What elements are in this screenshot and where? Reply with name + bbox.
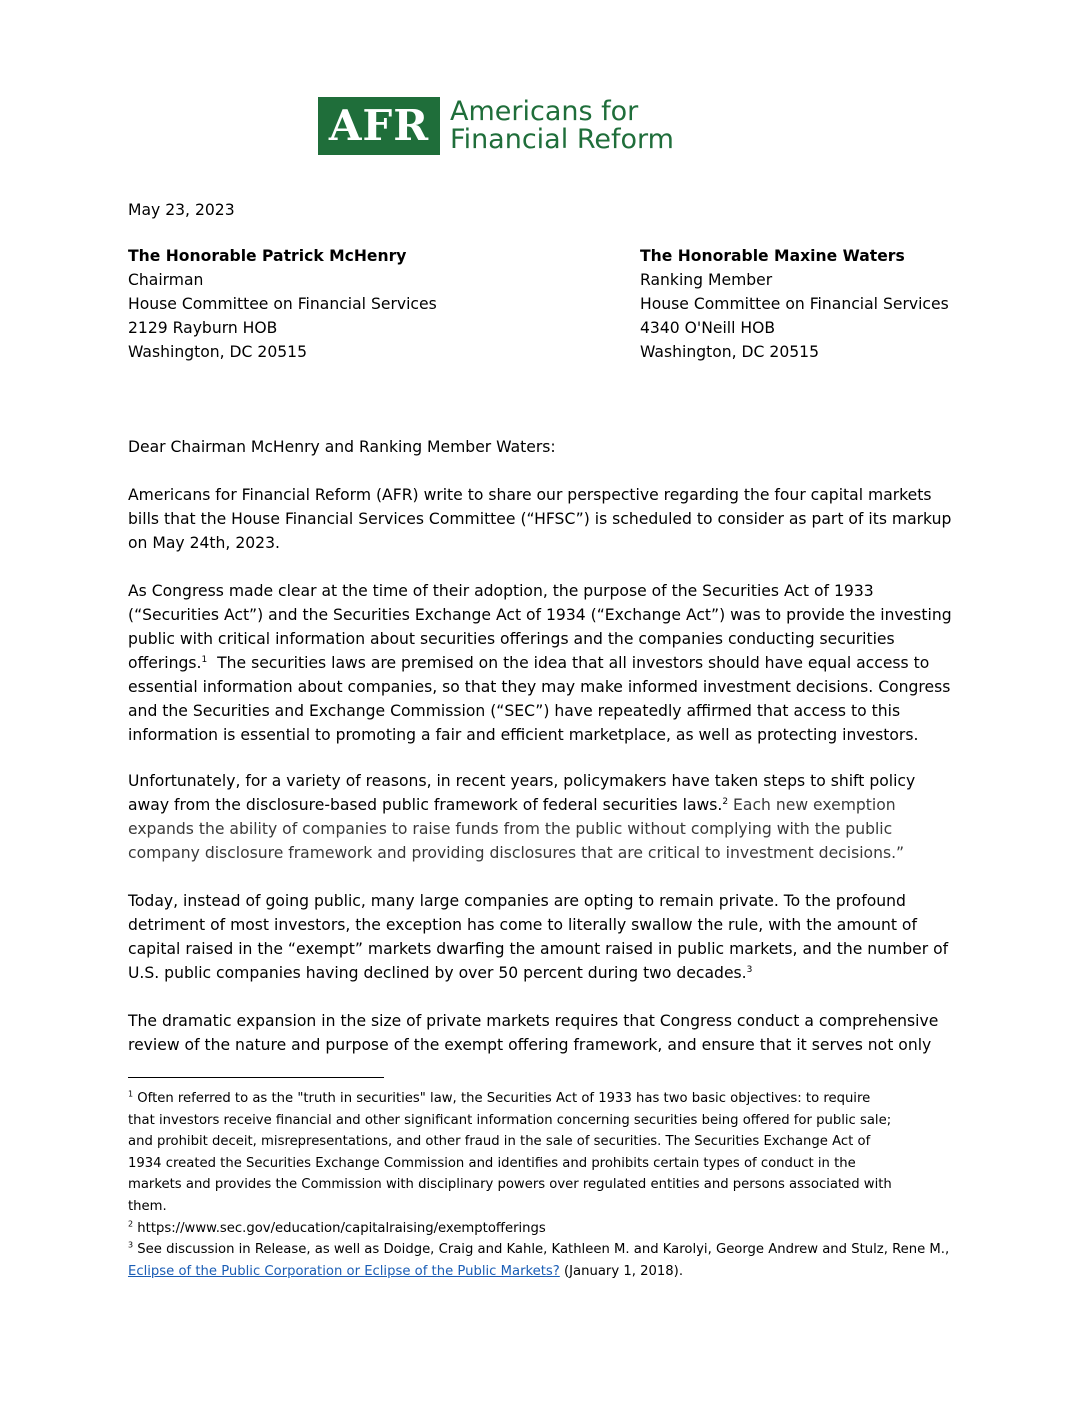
letter-date: May 23, 2023 bbox=[128, 201, 235, 219]
paragraph-line: As Congress made clear at the time of their adoption, the purpose of the Securities Act of 1933 bbox=[128, 582, 874, 600]
paragraph-text: U.S. public companies having declined by over 50 percent during two decades. bbox=[128, 964, 747, 982]
paragraph-3 bbox=[128, 769, 958, 865]
paragraph-line: public with critical information about securities offerings and the companies conducting securities bbox=[128, 630, 895, 648]
paragraph-text: away from the disclosure-based public framework of federal securities laws. bbox=[128, 796, 723, 814]
logo-line-1: Americans for bbox=[450, 96, 639, 127]
footnote-url: https://www.sec.gov/education/capitalraising/exemptofferings bbox=[133, 1220, 546, 1236]
recipient-right-committee: House Committee on Financial Services bbox=[640, 295, 949, 313]
footnote-1-number: 1 bbox=[128, 1089, 134, 1099]
paragraph-line bbox=[128, 961, 958, 985]
paragraph-line bbox=[128, 793, 958, 817]
footnote-2-line bbox=[128, 1218, 958, 1240]
paragraph-5 bbox=[128, 1009, 958, 1057]
paragraph-text: The securities laws are premised on the idea that all investors should have equal access to bbox=[207, 654, 930, 672]
footnote-text: (January 1, 2018). bbox=[559, 1263, 684, 1279]
footnotes bbox=[128, 1088, 958, 1282]
paragraph-line: (“Securities Act”) and the Securities Exchange Act of 1934 (“Exchange Act”) was to provide the investing bbox=[128, 606, 952, 624]
paragraph-line: on May 24th, 2023. bbox=[128, 534, 280, 552]
footnote-ref-2[interactable]: 2 bbox=[722, 796, 729, 807]
paragraph-line bbox=[128, 651, 958, 675]
afr-logo-mark bbox=[318, 97, 440, 155]
paragraph-line: detriment of most investors, the exception has come to literally swallow the rule, with the amount of bbox=[128, 916, 917, 934]
paragraph-line: Unfortunately, for a variety of reasons, in recent years, policymakers have taken steps to shift policy bbox=[128, 772, 916, 790]
recipient-left-committee: House Committee on Financial Services bbox=[128, 295, 437, 313]
footnote-1-line: that investors receive financial and other significant information concerning securities being offered for public sale; bbox=[128, 1112, 892, 1128]
footnote-3-line bbox=[128, 1239, 958, 1261]
recipient-right-block bbox=[640, 244, 949, 364]
paragraph-line: The dramatic expansion in the size of private markets requires that Congress conduct a comprehensive bbox=[128, 1012, 939, 1030]
recipient-right-office: 4340 O'Neill HOB bbox=[640, 319, 776, 337]
paragraph-line: and the Securities and Exchange Commission (“SEC”) have repeatedly affirmed that access to this bbox=[128, 702, 901, 720]
recipient-right-name: The Honorable Maxine Waters bbox=[640, 247, 905, 265]
paragraph-line: bills that the House Financial Services Committee (“HFSC”) is scheduled to consider as part of its markup bbox=[128, 510, 952, 528]
footnote-3-link[interactable]: Eclipse of the Public Corporation or Eclipse of the Public Markets? bbox=[128, 1263, 560, 1279]
paragraph-line: information is essential to promoting a fair and efficient marketplace, as well as protecting investors. bbox=[128, 726, 919, 744]
footnote-1-line: them. bbox=[128, 1198, 167, 1214]
recipient-left-title: Chairman bbox=[128, 271, 204, 289]
recipient-right-title: Ranking Member bbox=[640, 271, 773, 289]
paragraph-1 bbox=[128, 483, 958, 555]
paragraph-line: essential information about companies, so that they may make informed investment decisions. Congress bbox=[128, 678, 951, 696]
paragraph-line: Americans for Financial Reform (AFR) write to share our perspective regarding the four capital markets bbox=[128, 486, 932, 504]
paragraph-text: Each new exemption bbox=[728, 796, 896, 814]
paragraph-line: company disclosure framework and providing disclosures that are critical to investment decisions.” bbox=[128, 844, 905, 862]
salutation: Dear Chairman McHenry and Ranking Member Waters: bbox=[128, 438, 556, 456]
paragraph-2 bbox=[128, 579, 958, 747]
recipient-right-city: Washington, DC 20515 bbox=[640, 343, 820, 361]
footnote-1-line: and prohibit deceit, misrepresentations, and other fraud in the sale of securities. The Securities Exchange Act of bbox=[128, 1134, 871, 1150]
footnote-1-line: markets and provides the Commission with disciplinary powers over regulated entities and persons associated with bbox=[128, 1177, 892, 1193]
footnote-text: See discussion in Release, as well as Doidge, Craig and Kahle, Kathleen M. and Karolyi, George Andrew and Stulz, Rene M., bbox=[133, 1242, 950, 1258]
paragraph-4 bbox=[128, 889, 958, 985]
afr-logo bbox=[318, 97, 674, 155]
footnote-3-line bbox=[128, 1261, 958, 1283]
footnote-1-line: 1934 created the Securities Exchange Commission and identifies and prohibits certain types of conduct in the bbox=[128, 1155, 856, 1171]
recipient-left-name: The Honorable Patrick McHenry bbox=[128, 247, 407, 265]
paragraph-text: offerings. bbox=[128, 654, 202, 672]
footnote-ref-1[interactable]: 1 bbox=[201, 654, 208, 665]
paragraph-line: expands the ability of companies to raise funds from the public without complying with the public bbox=[128, 820, 893, 838]
recipient-left-office: 2129 Rayburn HOB bbox=[128, 319, 278, 337]
footnote-2-number: 2 bbox=[128, 1219, 134, 1229]
recipient-left-city: Washington, DC 20515 bbox=[128, 343, 308, 361]
paragraph-line: review of the nature and purpose of the exempt offering framework, and ensure that it serves not only bbox=[128, 1036, 932, 1054]
footnote-text: Often referred to as the "truth in securities" law, the Securities Act of 1933 has two basic objectives: to require bbox=[133, 1091, 871, 1106]
logo-line-2: Financial Reform bbox=[450, 124, 674, 155]
afr-logo-mark-text: AFR bbox=[328, 101, 430, 150]
paragraph-line: Today, instead of going public, many large companies are opting to remain private. To the profound bbox=[128, 892, 906, 910]
recipient-left-block bbox=[128, 244, 437, 364]
afr-logo-wordmark bbox=[450, 98, 674, 154]
footnote-ref-3[interactable]: 3 bbox=[746, 964, 753, 975]
footnote-3-number: 3 bbox=[128, 1240, 134, 1250]
footnote-divider bbox=[128, 1077, 384, 1078]
footnote-1-line bbox=[128, 1088, 958, 1110]
paragraph-line: capital raised in the “exempt” markets dwarfing the amount raised in public markets, and the number of bbox=[128, 940, 949, 958]
